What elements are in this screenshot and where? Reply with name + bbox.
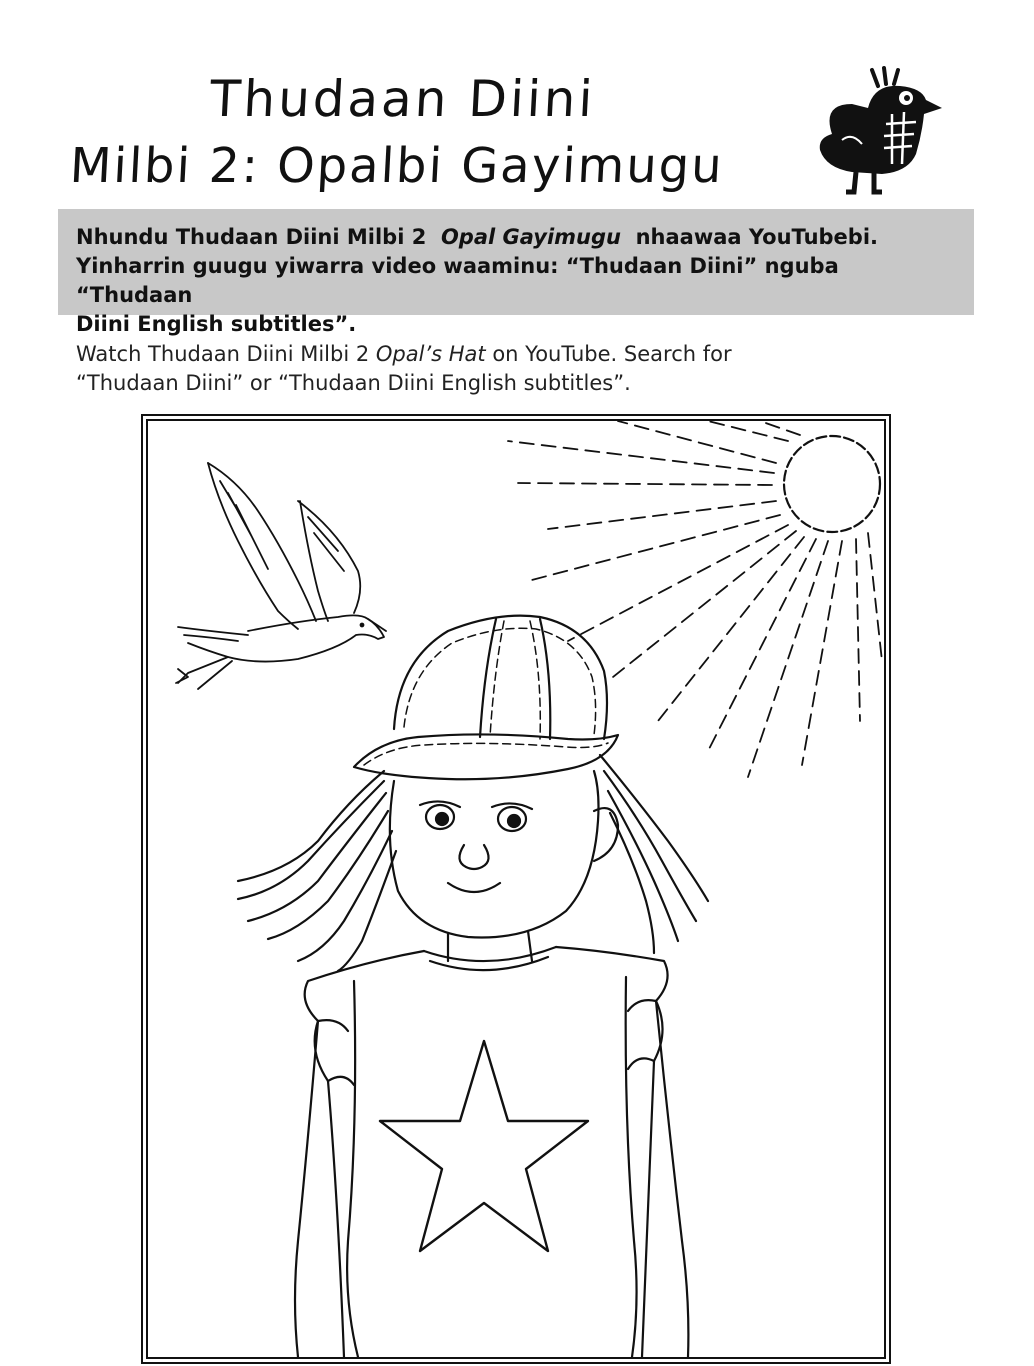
crow-logo-icon [812, 64, 952, 196]
english-line-1: Watch Thudaan Diini Milbi 2 Opal’s Hat on YouTube. Search for [76, 342, 732, 366]
banner-line-1: Nhundu Thudaan Diini Milbi 2 Opal Gayimugu nhaawaa YouTubebi. [76, 225, 879, 249]
episode-title-yidiny: Opal Gayimugu [440, 225, 621, 249]
yidiny-instructions-banner [58, 209, 974, 336]
sun-icon [508, 421, 882, 777]
banner-line-3: Diini English subtitles”. [76, 312, 357, 336]
page-title: Thudaan Diini [208, 70, 597, 128]
english-instructions [76, 340, 836, 398]
episode-title-english: Opal’s Hat [375, 342, 486, 366]
banner-line-2: Yinharrin guugu yiwarra video waaminu: “Thudaan Diini” nguba “Thudaan [76, 254, 839, 307]
english-line-2: “Thudaan Diini” or “Thudaan Diini English subtitles”. [76, 371, 631, 395]
star-icon [380, 1041, 588, 1251]
seagull-icon [176, 463, 386, 689]
coloring-illustration [148, 421, 884, 1357]
page-subtitle: Milbi 2: Opalbi Gayimugu [68, 138, 726, 194]
girl-with-cap-icon [238, 616, 708, 1357]
title-block [60, 60, 800, 200]
